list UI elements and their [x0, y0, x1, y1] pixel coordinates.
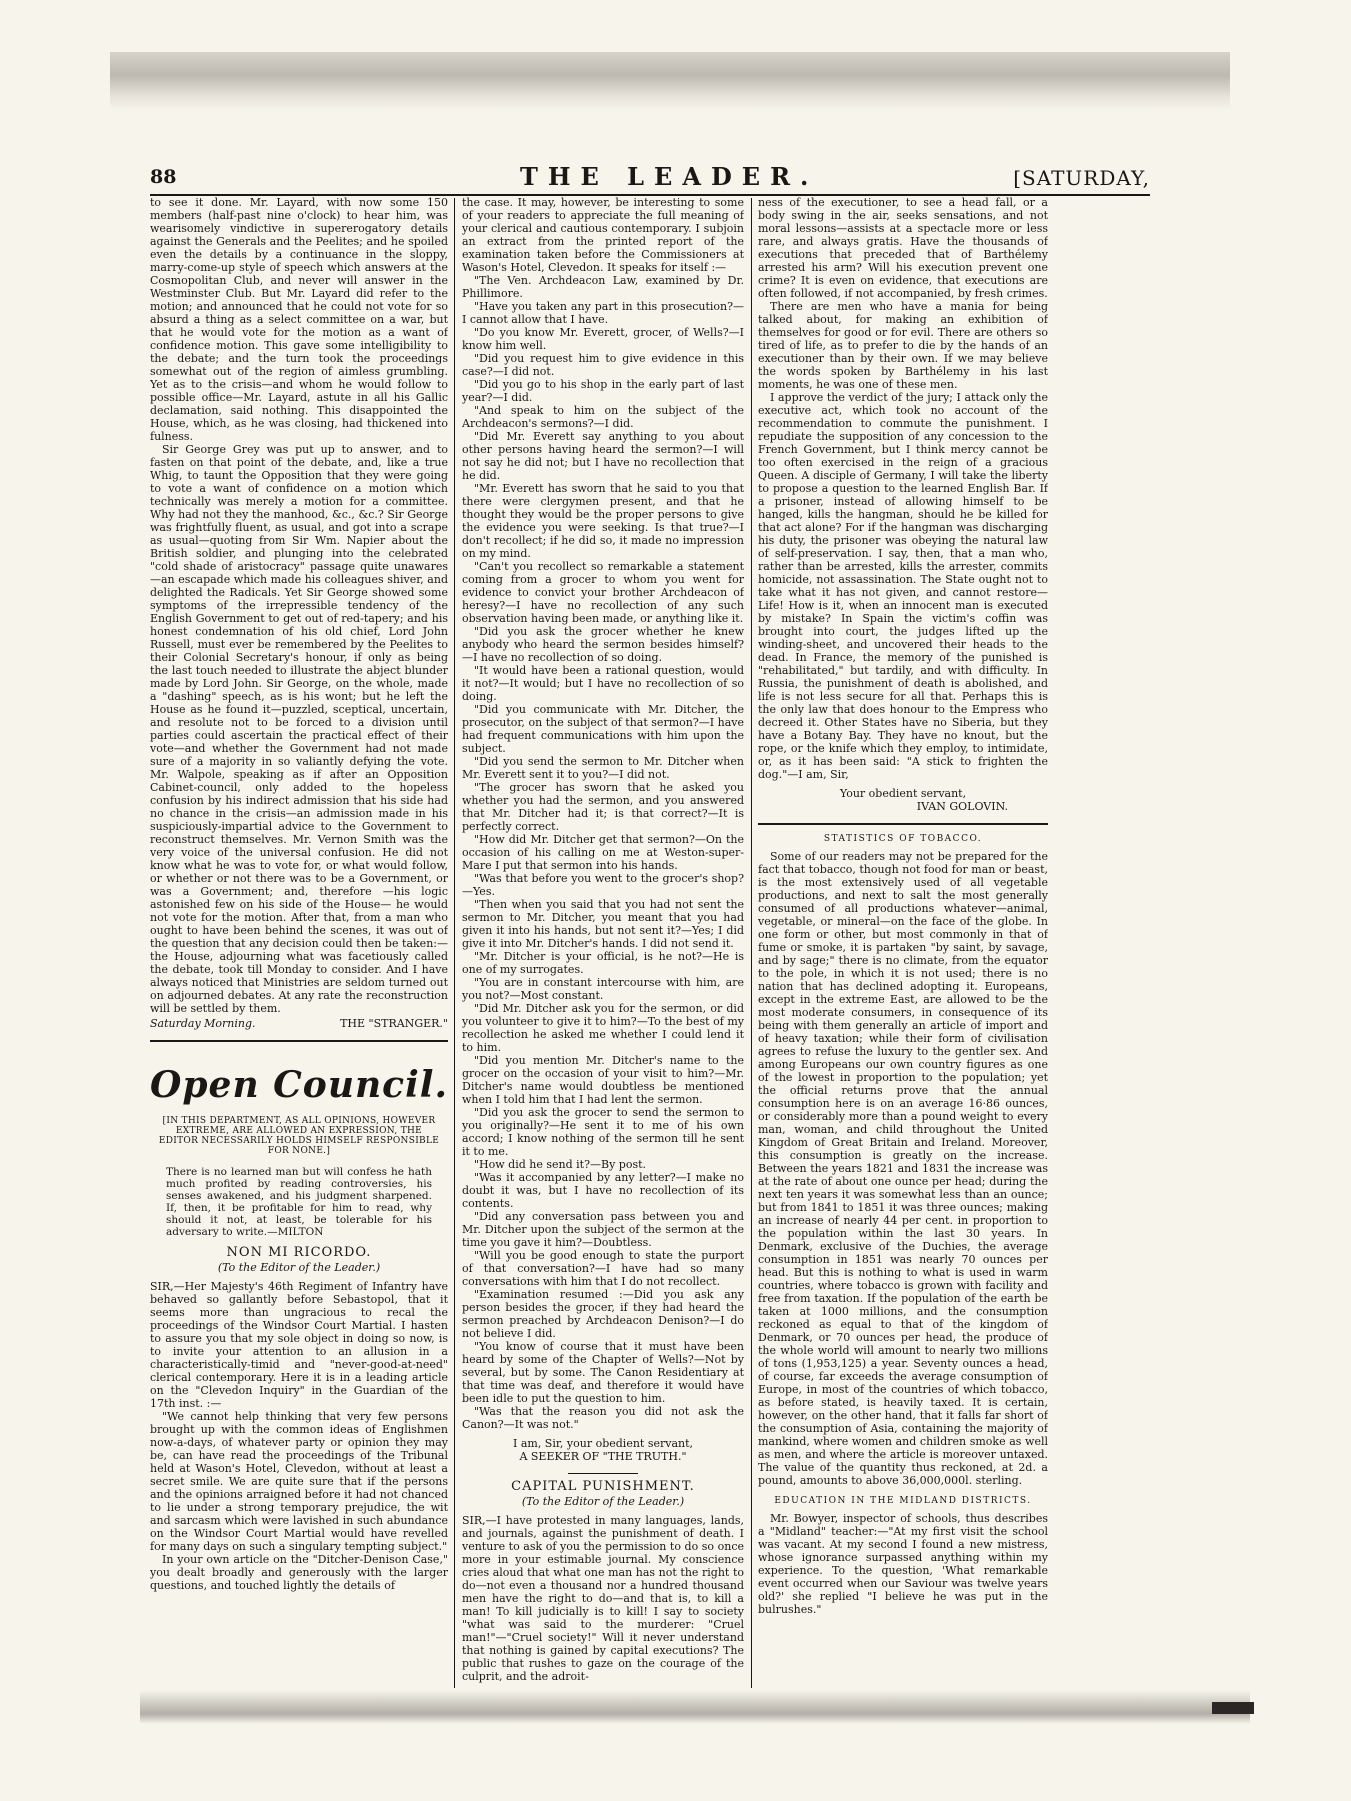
- signoff-author: THE "STRANGER.": [340, 1017, 448, 1030]
- article-title: EDUCATION IN THE MIDLAND DISTRICTS.: [774, 1496, 1032, 1506]
- editor-disclaimer: [IN THIS DEPARTMENT, AS ALL OPINIONS, HOWEVER EXTREME, ARE ALLOWED AN EXPRESSION, THE EDITOR NECESSARILY HOLDS HIMSELF RESPONSIBLE FOR NONE.]: [158, 1116, 440, 1156]
- testimony-line: "Mr. Everett has sworn that he said to you that there were clergymen present, and that he thought they would be the proper persons to give the evidence you were seeking. Is that true?—I don't recollect; if he did so, it made no impression on my mind.: [462, 482, 744, 560]
- testimony-line: "Did Mr. Ditcher ask you for the sermon, or did you volunteer to give it to him?—To the best of my recollection he asked me whether I could lend it to him.: [462, 1002, 744, 1054]
- section-divider: [568, 1473, 638, 1474]
- signoff-date: Saturday Morning.: [150, 1017, 256, 1030]
- signature-line: I am, Sir, your obedient servant,: [512, 1437, 694, 1450]
- testimony-line: "Will you be good enough to state the purport of that conversation?—I have had so many conversations with him that I do not recollect.: [462, 1249, 744, 1288]
- letter-paragraph: the case. It may, however, be interesting to some of your readers to appreciate the full meaning of your clerical and cautious contemporary. I subjoin an extract from the printed report of the examination taken before the Commissioners at Wason's Hotel, Clevedon. It speaks for itself :—: [462, 196, 744, 274]
- signature-name: A SEEKER OF "THE TRUTH.": [519, 1450, 687, 1463]
- letter-paragraph: In your own article on the "Ditcher-Denison Case," you dealt broadly and generously with the larger questions, and touched lightly the details of: [150, 1553, 448, 1592]
- page-header: [150, 162, 1150, 198]
- letter-paragraph: SIR,—Her Majesty's 46th Regiment of Infantry have behaved so gallantly before Sebastopol, that it seems more than ungracious to recal the proceedings of the Windsor Court Martial. I hasten to assure you that my sole object in doing so now, is to invite your attention to an allusion in a characteristically-timid and "never-good-at-need" clerical contemporary. Here it is in a leading article on the "Clevedon Inquiry" in the Guardian of the 17th inst. :—: [150, 1280, 448, 1410]
- testimony-line: "Have you taken any part in this prosecution?—I cannot allow that I have.: [462, 300, 744, 326]
- scan-border-top: [110, 52, 1230, 110]
- testimony-line: "Examination resumed :—Did you ask any person besides the grocer, if they had heard the sermon preached by Archdeacon Denison?—I do not believe I did.: [462, 1288, 744, 1340]
- signature-name: IVAN GOLOVIN.: [916, 800, 1008, 813]
- testimony-line: "Did you send the sermon to Mr. Ditcher when Mr. Everett sent it to you?—I did not.: [462, 755, 744, 781]
- testimony-line: "Did you ask the grocer whether he knew anybody who heard the sermon besides himself?—I have no recollection of so doing.: [462, 625, 744, 664]
- testimony-line: "And speak to him on the subject of the Archdeacon's sermons?—I did.: [462, 404, 744, 430]
- testimony-line: "Did you ask the grocer to send the sermon to you originally?—He sent it to me of his own accord; I know nothing of the sermon till he sent it to me.: [462, 1106, 744, 1158]
- letter-signature: [758, 787, 1048, 813]
- testimony-line: "The grocer has sworn that he asked you whether you had the sermon, and you answered that Mr. Ditcher had it; is that correct?—It is perfectly correct.: [462, 781, 744, 833]
- running-date: [SATURDAY,: [1013, 166, 1150, 190]
- milton-epigraph: There is no learned man but will confess he hath much profited by reading controversies, his senses awakened, and his judgment sharpened. If, then, it be profitable for him to read, why should it not, at least, be tolerable for his adversary to write.—MILTON: [166, 1166, 432, 1238]
- article-paragraph: to see it done. Mr. Layard, with now some 150 members (half-past nine o'clock) to hear him, was wearisomely vindictive in supererogatory details against the Generals and the Peelites; and he spoiled even the details by a continuance in the sloppy, marry-come-up style of speech which answers at the Cosmopolitan Club, and never will answer in the Westminster Club. But Mr. Layard did refer to the motion; and announced that he could not vote for so absurd a thing as a select committee on a war, but that he would vote for the motion as a want of confidence motion. This gave some intelligibility to the debate; and the turn took the proceedings somewhat out of the region of aimless grumbling. Yet as to the crisis—and whom he would follow to possible office—Mr. Layard, astute in all his Gallic declamation, said nothing. This disappointed the House, which, as he was closing, had thickened into fulness.: [150, 196, 448, 443]
- letter-paragraph: I approve the verdict of the jury; I attack only the executive act, which took no account of the recommendation to commute the punishment. I repudiate the supposition of any concession to the French Government, but I think mercy cannot be too often exercised in the reign of a gracious Queen. A disciple of Germany, I will take the liberty to propose a question to the learned English Bar. If a prisoner, instead of allowing himself to be hanged, kills the hangman, should he be killed for that act alone? For if the hangman was discharging his duty, the prisoner was obeying the natural law of self-preservation. I say, then, that a man who, rather than be arrested, kills the arrester, commits homicide, not assassination. The State ought not to take what it has not given, and cannot restore—Life! How is it, when an innocent man is executed by mistake? In Spain the victim's coffin was brought into court, the judges lifted up the winding-sheet, and uncovered their heads to the dead. In France, the memory of the punished is "rehabilitated," but tardily, and with difficulty. In Russia, the punishment of death is abolished, and life is not less secure for all that. Perhaps this is the only law that does honour to the Empress who decreed it. Other States have no Siberia, but they have a Botany Bay. They have no knout, but the rope, or the knife which they employ, to intimidate, or, as it has been said: "A stick to frighten the dog."—I am, Sir,: [758, 391, 1048, 781]
- letter-paragraph: SIR,—I have protested in many languages, lands, and journals, against the punishment of death. I venture to ask of you the permission to do so once more in your estimable journal. My conscience cries aloud that what one man has not the right to do—not even a thousand nor a hundred thousand men have the right to do—and that is, to kill a man! To kill judicially is to kill! I say to society "what was said to the murderer: "Cruel man!"—"Cruel society!" Will it never understand that nothing is gained by capital executions? The public that rushes to gaze on the courage of the culprit, and the adroit-: [462, 1514, 744, 1683]
- testimony-line: "Can't you recollect so remarkable a statement coming from a grocer to whom you went for evidence to convict your brother Archdeacon of heresy?—I have no recollection of any such observation having been made, or anything like it.: [462, 560, 744, 625]
- testimony-line: "You are in constant intercourse with him, are you not?—Most constant.: [462, 976, 744, 1002]
- page-number: 88: [150, 166, 177, 188]
- article-paragraph: Sir George Grey was put up to answer, and to fasten on that point of the debate, and, like a true Whig, to taunt the Opposition that they were going to vote a want of confidence on a motion which technically was merely a motion for a committee. Why had not they the manhood, &c., &c.? Sir George was frightfully fluent, as usual, and got into a scrape as usual—quoting from Sir Wm. Napier about the British soldier, and plunging into the celebrated "cold shade of aristocracy" passage quite unawares —an escapade which made his colleagues shiver, and delighted the Radicals. Yet Sir George showed some symptoms of the irrepressible tendency of the English Government to get out of red-tapery; and his honest condemnation of his old chief, Lord John Russell, must ever be remembered by the Peelites to their Colonial Secretary's honour, if only as being the last touch needed to illustrate the abject blunder made by Lord John. Sir George, on the whole, made a "dashing" speech, as is his wont; but he left the House as he found it—puzzled, sceptical, uncertain, and resolute not to be forced to a division until parties could ascertain the practical effect of their vote—and whether the Government had not made sure of a majority in so valiantly defying the vote. Mr. Walpole, speaking as if after an Opposition Cabinet-council, only added to the hopeless confusion by his indirect admission that his side had no chance in the crisis—an admission made in his suspiciously-impartial advice to the Government to reconstruct themselves. Mr. Vernon Smith was the very voice of the universal confusion. He did not know what he was to vote for, or what would follow, or whether or not there was to be a Government, or was a Government; and, therefore —his logic astonished few on his side of the House— he would not vote for the motion. After that, from a man who ought to have been behind the scenes, it was out of the question that any decision could then be taken:—the House, adjourning what was facetiously called the debate, took till Monday to consider. And I have always noticed that Ministries are seldom turned out on adjourned debates. At any rate the reconstruction will be settled by them.: [150, 443, 448, 1015]
- column-rule-1: [454, 198, 455, 1688]
- testimony-line: "Mr. Ditcher is your official, is he not?—He is one of my surrogates.: [462, 950, 744, 976]
- column-rule-2: [751, 198, 752, 1688]
- article-title: STATISTICS OF TOBACCO.: [823, 834, 983, 844]
- testimony-line: "Do you know Mr. Everett, grocer, of Wells?—I know him well.: [462, 326, 744, 352]
- scan-corner-mark: [1212, 1702, 1254, 1714]
- letter-paragraph: ness of the executioner, to see a head fall, or a body swing in the air, seeks sensations, and not moral lessons—assists at a spectacle more or less rare, and always gratis. Have the thousands of executions that preceded that of Barthélemy arrested his arm? Will his execution prevent one crime? It is even on evidence, that executions are often followed, if not accompanied, by fresh crimes.: [758, 196, 1048, 300]
- article-paragraph: Mr. Bowyer, inspector of schools, thus describes a "Midland" teacher:—"At my first visit the school was vacant. At my second I found a new mistress, whose ignorance surpassed anything within my experience. To the question, 'What remarkable event occurred when our Saviour was twelve years old?' she replied "I believe he was put in the bulrushes.": [758, 1512, 1048, 1616]
- signature-line: Your obedient servant,: [839, 787, 967, 800]
- testimony-line: "Did you communicate with Mr. Ditcher, the prosecutor, on the subject of that sermon?—I have had frequent communications with him upon the subject.: [462, 703, 744, 755]
- testimony-line: "Did you go to his shop in the early part of last year?—I did.: [462, 378, 744, 404]
- article-paragraph: Some of our readers may not be prepared for the fact that tobacco, though not food for man or beast, is the most extensively used of all vegetable productions, and next to salt the most generally consumed of all productions whatever—animal, vegetable, or mineral—on the face of the globe. In one form or other, but most commonly in that of fume or smoke, it is partaken "by saint, by savage, and by sage;" there is no climate, from the equator to the pole, in which it is not used; there is no nation that has declined adopting it. Europeans, except in the extreme East, are allowed to be the most moderate consumers, in consequence of its being with them generally an article of import and of heavy taxation; while their form of civilisation agrees to refuse the luxury to the gentler sex. And among Europeans our own country figures as one of the lowest in proportion to the population; yet the official returns prove that the annual consumption here is on an average 16·86 ounces, or considerably more than a pound weight to every man, woman, and child throughout the United Kingdom of Great Britain and Ireland. Moreover, this consumption is greatly on the increase. Between the years 1821 and 1831 the increase was at the rate of about one ounce per head; during the next ten years it was somewhat less than an ounce; but from 1841 to 1851 it was three ounces; making an increase of nearly 44 per cent. in proportion to the population within the last 30 years. In Denmark, exclusive of the Duchies, the average consumption in 1851 was nearly 70 ounces per head. But this is nothing to what is used in warm countries, where tobacco is grown with facility and free from taxation. If the population of the earth be taken at 1000 millions, and the consumption reckoned as equal to that of the kingdom of Denmark, or 70 ounces per head, the produce of the whole world will amount to nearly two millions of tons (1,953,125) a year. Seventy ounces a head, of course, far exceeds the average consumption of Europe, in most of the countries of which tobacco, as before stated, is heavily taxed. It is certain, however, on the other hand, that it falls far short of the consumption of Asia, containing the majority of mankind, where women and children smoke as well as men, and where the article is moreover untaxed. The value of the quantity thus reckoned, at 2d. a pound, amounts to above 36,000,000l. sterling.: [758, 850, 1048, 1487]
- letter-paragraph: There are men who have a mania for being talked about, for making an exhibition of themselves for good or for evil. There are others so tired of life, as to prefer to die by the hands of an executioner than by their own. If we may believe the words spoken by Barthélemy in his last moments, he was one of these men.: [758, 300, 1048, 391]
- section-divider: [758, 823, 1048, 825]
- masthead: THE LEADER.: [520, 162, 819, 191]
- testimony-line: "How did Mr. Ditcher get that sermon?—On the occasion of his calling on me at Weston-super-Mare I put that sermon into his hands.: [462, 833, 744, 872]
- letter-title: NON MI RICORDO.: [226, 1245, 372, 1260]
- article-signoff: [150, 1017, 448, 1030]
- testimony-line: "Then when you said that you had not sent the sermon to Mr. Ditcher, you meant that you had given it into his hands, but not sent it?—Yes; I did give it into Mr. Ditcher's hands. I did not send it.: [462, 898, 744, 950]
- testimony-line: "Did any conversation pass between you and Mr. Ditcher upon the subject of the sermon at the time you gave it him?—Doubtless.: [462, 1210, 744, 1249]
- testimony-line: "Was it accompanied by any letter?—I make no doubt it was, but I have no recollection of its contents.: [462, 1171, 744, 1210]
- testimony-line: "Did you request him to give evidence in this case?—I did not.: [462, 352, 744, 378]
- testimony-line: "It would have been a rational question, would it not?—It would; but I have no recollection of so doing.: [462, 664, 744, 703]
- letter-signature: [462, 1437, 744, 1463]
- column-2: [462, 196, 744, 1696]
- testimony-line: "How did he send it?—By post.: [474, 1158, 647, 1171]
- testimony-line: "The Ven. Archdeacon Law, examined by Dr. Phillimore.: [462, 274, 744, 300]
- letter-subhead: (To the Editor of the Leader.): [521, 1495, 685, 1508]
- open-council-heading: Open Council.: [150, 1064, 448, 1106]
- section-divider: [150, 1040, 448, 1042]
- scan-border-bottom: [140, 1690, 1250, 1724]
- testimony-line: "You know of course that it must have been heard by some of the Chapter of Wells?—Not by several, but by some. The Canon Residentiary at that time was deaf, and therefore it would have been idle to put the question to him.: [462, 1340, 744, 1405]
- testimony-line: "Did you mention Mr. Ditcher's name to the grocer on the occasion of your visit to him?—Mr. Ditcher's name would doubtless be mentioned when I told him that I had lent the sermon.: [462, 1054, 744, 1106]
- column-3: [758, 196, 1048, 1696]
- testimony-line: "Was that before you went to the grocer's shop?—Yes.: [462, 872, 744, 898]
- column-1: [150, 196, 448, 1696]
- letter-title: CAPITAL PUNISHMENT.: [511, 1479, 695, 1494]
- testimony-line: "Did Mr. Everett say anything to you about other persons having heard the sermon?—I will not say he did not; but I have no recollection that he did.: [462, 430, 744, 482]
- testimony-line: "Was that the reason you did not ask the Canon?—It was not.": [462, 1405, 744, 1431]
- letter-subhead: (To the Editor of the Leader.): [217, 1261, 381, 1274]
- letter-paragraph: "We cannot help thinking that very few persons brought up with the common ideas of Englishmen now-a-days, of whatever party or opinion they may be, can have read the proceedings of the Tribunal held at Wason's Hotel, Clevedon, without at least a secret smile. We are quite sure that if the persons and the opinions arraigned before it had not chanced to lie under a strong temporary prejudice, the wit and sarcasm which were lavished in such abundance on the Windsor Court Martial would have revelled for many days on such a singulary tempting subject.": [150, 1410, 448, 1553]
